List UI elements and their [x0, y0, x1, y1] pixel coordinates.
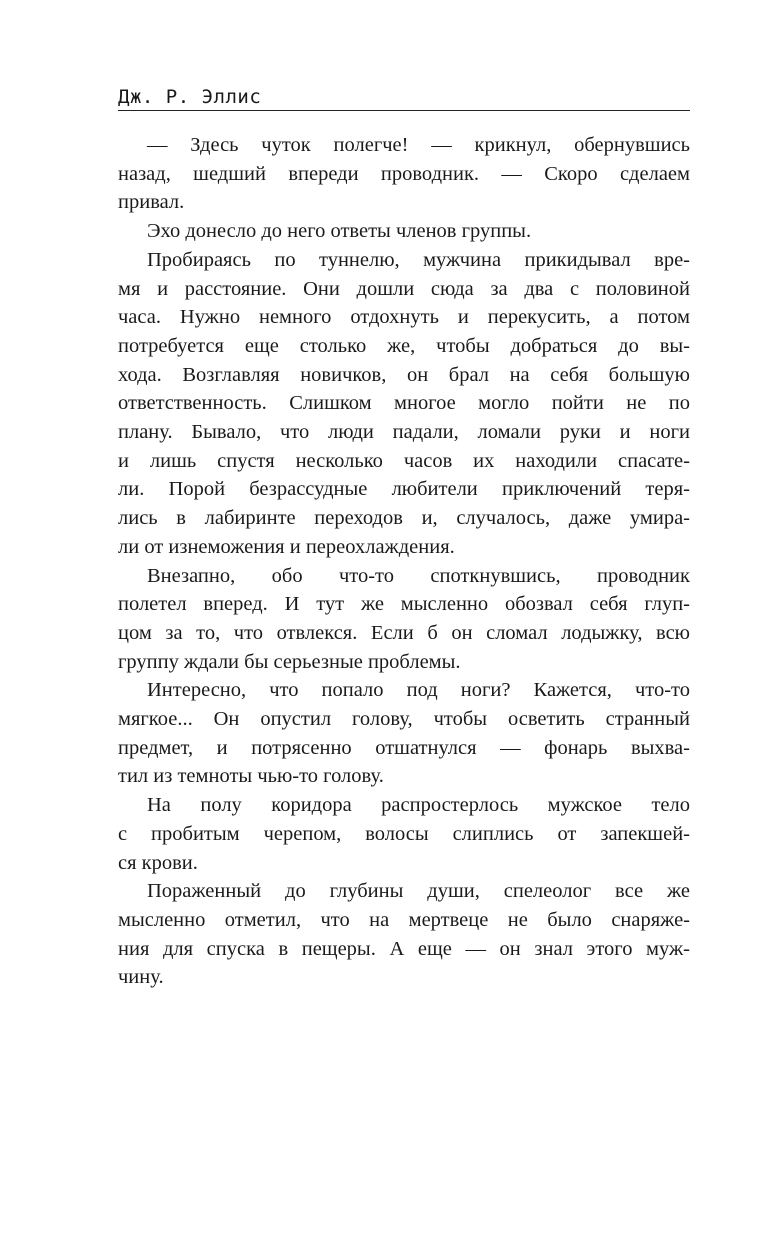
text-line: — Здесь чуток полегче! — крикнул, обернувшись [147, 134, 690, 156]
text-line: потребуется еще столько же, чтобы добраться до вы- [118, 334, 690, 357]
text-line: цом за то, что отвлекся. Если б он сломал лодыжку, всю [118, 621, 690, 644]
text-line: предмет, и потрясенно отшатнулся — фонарь выхва- [118, 736, 690, 759]
paragraph [118, 562, 690, 677]
text-line: Интересно, что попало под ноги? Кажется, что-то [147, 679, 690, 702]
text-line: Эхо донесло до него ответы членов группы. [147, 220, 532, 243]
paragraph [118, 131, 690, 217]
text-line: плану. Бывало, что люди падали, ломали руки и ноги [118, 421, 690, 444]
paragraph [118, 676, 690, 791]
page-header [118, 84, 690, 110]
paragraph [118, 217, 690, 246]
text-line: и лишь спустя несколько часов их находили спасате- [118, 449, 690, 472]
text-line: лись в лабиринте переходов и, случалось, даже умира- [118, 507, 690, 530]
text-line: с пробитым черепом, волосы слиплись от запекшей- [118, 822, 690, 845]
body-text [118, 131, 690, 992]
text-line: назад, шедший впереди проводник. — Скоро сделаем [118, 162, 690, 185]
text-line: привал. [118, 191, 185, 214]
paragraph [118, 877, 690, 992]
text-line: Внезапно, обо что-то споткнувшись, проводник [147, 564, 690, 587]
text-line: полетел вперед. И тут же мысленно обозвал себя глуп- [118, 593, 690, 616]
text-line: На полу коридора распростерлось мужское тело [147, 794, 690, 817]
paragraph [118, 791, 690, 877]
text-line: часа. Нужно немного отдохнуть и перекусить, а потом [118, 306, 690, 329]
text-line: тил из темноты чью-то голову. [118, 765, 384, 788]
text-line: ответственность. Слишком многое могло пойти не по [118, 392, 690, 415]
text-line: мягкое... Он опустил голову, чтобы осветить странный [118, 708, 690, 731]
text-line: мысленно отметил, что на мертвеце не было снаряже- [118, 908, 690, 931]
text-line: хода. Возглавляя новичков, он брал на себя большую [118, 363, 690, 386]
paragraph [118, 246, 690, 562]
text-line: Пораженный до глубины души, спелеолог все же [147, 880, 690, 903]
header-rule [118, 110, 690, 111]
text-line: группу ждали бы серьезные проблемы. [118, 650, 461, 673]
text-line: ли. Порой безрассудные любители приключений теря- [118, 478, 690, 501]
text-line: ли от изнеможения и переохлаждения. [118, 535, 455, 558]
text-line: мя и расстояние. Они дошли сюда за два с половиной [118, 277, 690, 300]
text-line: ния для спуска в пещеры. А еще — он знал этого муж- [118, 937, 690, 960]
text-line: Пробираясь по туннелю, мужчина прикидывал вре- [147, 248, 690, 271]
text-line: чину. [118, 966, 164, 989]
text-line: ся крови. [118, 851, 198, 874]
running-head-author: Дж. Р. Эллис [118, 86, 262, 108]
